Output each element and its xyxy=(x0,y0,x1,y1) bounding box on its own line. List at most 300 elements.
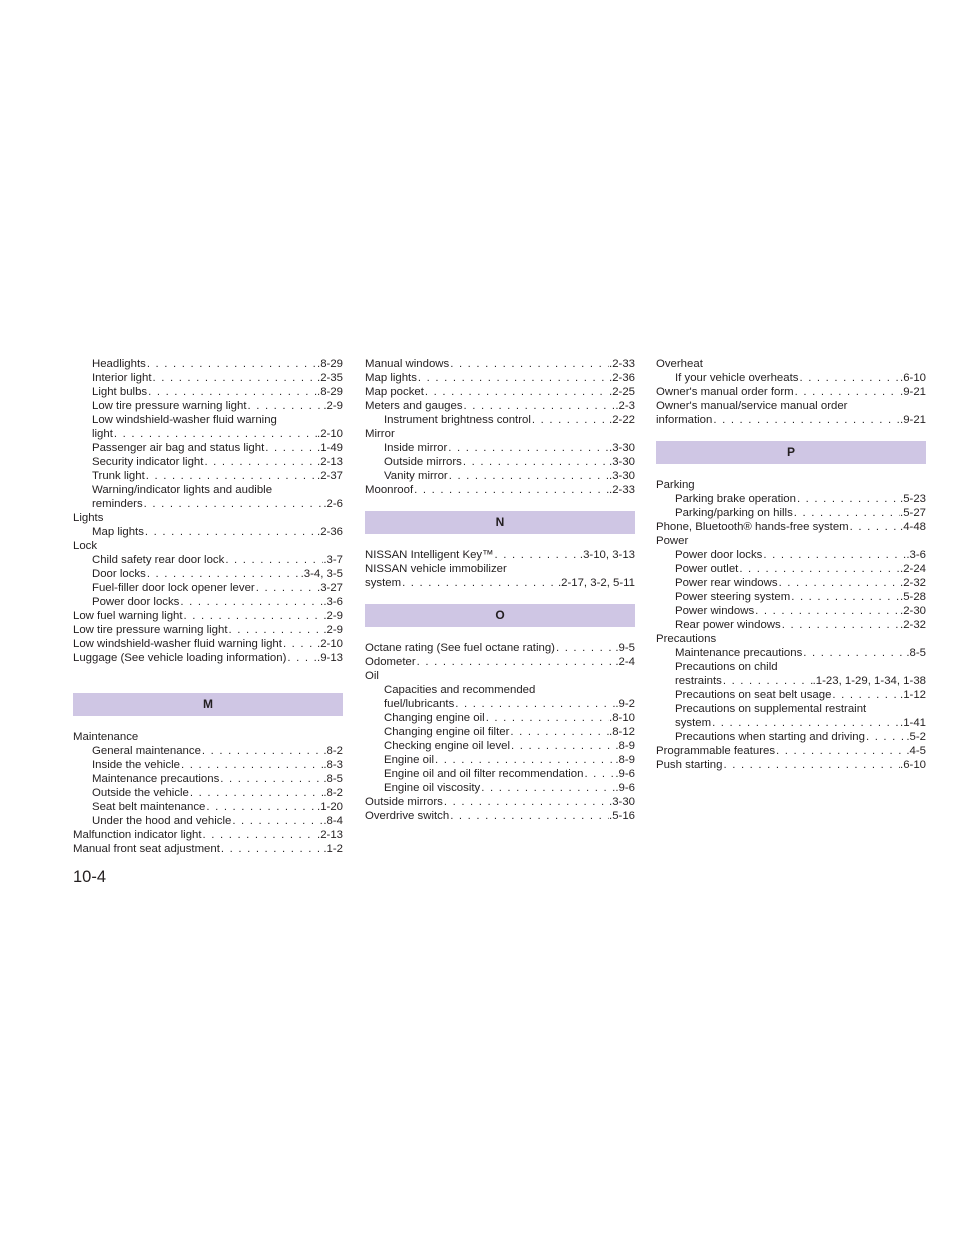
index-subentry xyxy=(365,753,635,767)
entry-page-ref: .2-35 xyxy=(317,372,343,384)
dot-leader xyxy=(282,637,317,651)
entry-text: Precautions on child xyxy=(675,661,778,673)
index-entry xyxy=(656,413,926,427)
index-subentry xyxy=(365,683,635,697)
index-subentry xyxy=(73,800,343,814)
spacer xyxy=(656,427,926,441)
entry-page-ref: .2-36 xyxy=(609,372,635,384)
entry-text: Programmable features xyxy=(656,745,776,757)
entry-page-ref: .9-21 xyxy=(900,386,926,398)
index-subentry xyxy=(73,357,343,371)
dot-leader xyxy=(583,767,615,781)
entry-text: Door locks xyxy=(92,568,146,580)
dot-leader xyxy=(722,674,813,688)
index-subentry xyxy=(656,590,926,604)
index-subentry xyxy=(656,716,926,730)
index-entry xyxy=(656,520,926,534)
index-subentry xyxy=(73,483,343,497)
dot-leader xyxy=(531,413,609,427)
index-entry xyxy=(365,809,635,823)
entry-text: Maintenance xyxy=(73,731,139,743)
entry-page-ref: .6-10 xyxy=(900,759,926,771)
entry-text: Precautions when starting and driving xyxy=(675,731,865,743)
dot-leader xyxy=(443,795,609,809)
index-subentry xyxy=(365,711,635,725)
dot-leader xyxy=(219,772,323,786)
dot-leader xyxy=(434,753,615,767)
entry-page-ref: .9-21 xyxy=(900,414,926,426)
index-subentry xyxy=(656,506,926,520)
entry-text: Engine oil viscosity xyxy=(384,782,481,794)
index-subentry xyxy=(73,814,343,828)
entry-text: Parking/parking on hills xyxy=(675,507,793,519)
entry-page-ref: .8-5 xyxy=(906,647,926,659)
section-header-n: N xyxy=(365,511,635,534)
entry-page-ref: .1-20 xyxy=(317,801,343,813)
dot-leader xyxy=(798,371,900,385)
index-subentry xyxy=(73,385,343,399)
entry-text: Outside mirrors xyxy=(365,796,443,808)
entry-text: Power xyxy=(656,535,689,547)
dot-leader xyxy=(509,725,609,739)
index-entry xyxy=(656,357,926,371)
dot-leader xyxy=(790,590,900,604)
dot-leader xyxy=(802,646,906,660)
entry-text: Inside mirror xyxy=(384,442,448,454)
index-entry xyxy=(365,669,635,683)
entry-page-ref: .9-6 xyxy=(615,782,635,794)
dot-leader xyxy=(738,562,900,576)
dot-leader xyxy=(712,413,900,427)
index-subentry xyxy=(656,646,926,660)
entry-text: General maintenance xyxy=(92,745,201,757)
entry-text: system xyxy=(675,717,712,729)
index-subentry xyxy=(365,739,635,753)
entry-text: Child safety rear door lock xyxy=(92,554,225,566)
entry-page-ref: .2-10 xyxy=(317,428,343,440)
index-entry xyxy=(73,651,343,665)
entry-text: Power windows xyxy=(675,605,755,617)
entry-text: Under the hood and vehicle xyxy=(92,815,232,827)
spacer xyxy=(73,665,343,679)
entry-text: light xyxy=(92,428,113,440)
entry-text: Overdrive switch xyxy=(365,810,450,822)
entry-page-ref: .3-10, 3-13 xyxy=(579,549,635,561)
entry-page-ref: .5-28 xyxy=(900,591,926,603)
entry-text: Manual front seat adjustment xyxy=(73,843,220,855)
entry-text: Manual windows xyxy=(365,358,450,370)
entry-text: Warning/indicator lights and audible xyxy=(92,484,273,496)
entry-text: reminders xyxy=(92,498,143,510)
dot-leader xyxy=(231,814,323,828)
dot-leader xyxy=(778,576,900,590)
entry-text: Vanity mirror xyxy=(384,470,448,482)
index-subentry xyxy=(365,413,635,427)
index-subentry xyxy=(73,441,343,455)
index-subentry xyxy=(365,441,635,455)
entry-text: Low windshield-washer fluid warning light xyxy=(73,638,282,650)
index-entry xyxy=(365,795,635,809)
entry-page-ref: .9-2 xyxy=(615,698,635,710)
entry-page-ref: .3-7 xyxy=(323,554,343,566)
entry-text: Push starting xyxy=(656,759,723,771)
dot-leader xyxy=(865,730,906,744)
dot-leader xyxy=(510,739,615,753)
dot-leader xyxy=(762,548,906,562)
entry-text: Changing engine oil filter xyxy=(384,726,510,738)
index-subentry xyxy=(656,618,926,632)
dot-leader xyxy=(146,567,301,581)
entry-page-ref: .6-10 xyxy=(900,372,926,384)
entry-text: Parking brake operation xyxy=(675,493,796,505)
index-subentry xyxy=(656,492,926,506)
dot-leader xyxy=(147,385,317,399)
index-entry xyxy=(656,632,926,646)
entry-page-ref: .2-32 xyxy=(900,577,926,589)
page-number: 10-4 xyxy=(73,868,107,886)
index-entry xyxy=(656,534,926,548)
index-subentry xyxy=(656,660,926,674)
entry-page-ref: .3-30 xyxy=(609,470,635,482)
entry-text: Map pocket xyxy=(365,386,424,398)
entry-text: Maintenance precautions xyxy=(675,647,803,659)
index-subentry xyxy=(656,562,926,576)
entry-text: Phone, Bluetooth® hands-free system xyxy=(656,521,849,533)
index-entry xyxy=(365,371,635,385)
entry-page-ref: .8-29 xyxy=(317,358,343,370)
entry-text: Headlights xyxy=(92,358,146,370)
entry-text: Odometer xyxy=(365,656,416,668)
dot-leader xyxy=(113,427,317,441)
index-subentry xyxy=(365,767,635,781)
index-subentry xyxy=(73,772,343,786)
entry-text: Power outlet xyxy=(675,563,739,575)
entry-text: Changing engine oil xyxy=(384,712,485,724)
entry-text: Instrument brightness control xyxy=(384,414,531,426)
dot-leader xyxy=(183,609,324,623)
dot-leader xyxy=(462,455,609,469)
dot-leader xyxy=(775,744,906,758)
dot-leader xyxy=(145,469,317,483)
entry-page-ref: .2-4 xyxy=(615,656,635,668)
spacer xyxy=(73,679,343,693)
entry-text: Low fuel warning light xyxy=(73,610,183,622)
dot-leader xyxy=(146,357,317,371)
entry-text: Oil xyxy=(365,670,379,682)
entry-text: Passenger air bag and status light xyxy=(92,442,265,454)
index-entry xyxy=(365,548,635,562)
index-entry xyxy=(365,641,635,655)
dot-leader xyxy=(143,497,324,511)
dot-leader xyxy=(494,548,580,562)
dot-leader xyxy=(417,371,609,385)
entry-page-ref: .8-9 xyxy=(615,754,635,766)
spacer xyxy=(365,627,635,641)
index-subentry xyxy=(656,371,926,385)
dot-leader xyxy=(416,655,616,669)
entry-page-ref: .5-2 xyxy=(906,731,926,743)
dot-leader xyxy=(202,828,318,842)
entry-page-ref: .2-9 xyxy=(323,610,343,622)
dot-leader xyxy=(179,595,323,609)
dot-leader xyxy=(448,469,609,483)
dot-leader xyxy=(286,651,317,665)
entry-text: information xyxy=(656,414,713,426)
entry-text: Power door locks xyxy=(92,596,180,608)
index-entry xyxy=(365,483,635,497)
index-entry xyxy=(73,842,343,856)
dot-leader xyxy=(449,809,609,823)
entry-page-ref: .8-10 xyxy=(609,712,635,724)
entry-page-ref: .9-13 xyxy=(317,652,343,664)
dot-leader xyxy=(144,525,317,539)
entry-page-ref: .8-4 xyxy=(323,815,343,827)
index-subentry xyxy=(73,399,343,413)
entry-text: Map lights xyxy=(365,372,417,384)
entry-text: Moonroof xyxy=(365,484,414,496)
entry-text: Owner's manual/service manual order xyxy=(656,400,848,412)
index-subentry xyxy=(656,702,926,716)
entry-page-ref: .2-3 xyxy=(615,400,635,412)
section-header-o: O xyxy=(365,604,635,627)
entry-text: Fuel-filler door lock opener lever xyxy=(92,582,255,594)
index-subentry xyxy=(365,725,635,739)
dot-leader xyxy=(220,842,323,856)
entry-page-ref: .2-36 xyxy=(317,526,343,538)
index-entry xyxy=(656,478,926,492)
entry-page-ref: .8-2 xyxy=(323,745,343,757)
entry-page-ref: .1-23, 1-29, 1-34, 1-38 xyxy=(812,675,926,687)
index-entry xyxy=(73,623,343,637)
section-header-m: M xyxy=(73,693,343,716)
entry-text: Capacities and recommended xyxy=(384,684,536,696)
entry-text: Checking engine oil level xyxy=(384,740,511,752)
dot-leader xyxy=(480,781,615,795)
dot-leader xyxy=(224,553,323,567)
entry-text: Precautions xyxy=(656,633,717,645)
entry-text: Outside the vehicle xyxy=(92,787,189,799)
entry-text: Light bulbs xyxy=(92,386,148,398)
entry-page-ref: .3-27 xyxy=(317,582,343,594)
entry-text: Parking xyxy=(656,479,695,491)
index-subentry xyxy=(73,497,343,511)
entry-page-ref: .5-16 xyxy=(609,810,635,822)
entry-page-ref: .8-5 xyxy=(323,773,343,785)
dot-leader xyxy=(454,697,615,711)
dot-leader xyxy=(413,483,609,497)
entry-text: fuel/lubricants xyxy=(384,698,455,710)
index-entry xyxy=(365,385,635,399)
entry-page-ref: .1-2 xyxy=(323,843,343,855)
dot-leader xyxy=(424,385,609,399)
entry-page-ref: .2-6 xyxy=(323,498,343,510)
entry-page-ref: .2-13 xyxy=(317,456,343,468)
dot-leader xyxy=(189,786,323,800)
entry-text: NISSAN Intelligent Key™ xyxy=(365,549,494,561)
dot-leader xyxy=(485,711,609,725)
entry-page-ref: .2-30 xyxy=(900,605,926,617)
entry-page-ref: .2-9 xyxy=(323,400,343,412)
index-entry xyxy=(656,758,926,772)
index-subentry xyxy=(656,548,926,562)
entry-page-ref: .3-6 xyxy=(906,549,926,561)
dot-leader xyxy=(152,371,318,385)
dot-leader xyxy=(794,385,900,399)
entry-text: Mirror xyxy=(365,428,395,440)
dot-leader xyxy=(264,441,317,455)
entry-text: Precautions on seat belt usage xyxy=(675,689,832,701)
entry-page-ref: .9-6 xyxy=(615,768,635,780)
index-subentry xyxy=(73,744,343,758)
spacer xyxy=(365,534,635,548)
index-entry xyxy=(365,399,635,413)
entry-page-ref: .3-30 xyxy=(609,456,635,468)
entry-text: Security indicator light xyxy=(92,456,204,468)
index-entry xyxy=(365,655,635,669)
entry-page-ref: .3-4, 3-5 xyxy=(300,568,343,580)
entry-text: Seat belt maintenance xyxy=(92,801,206,813)
index-entry xyxy=(656,744,926,758)
index-subentry xyxy=(73,455,343,469)
dot-leader xyxy=(796,492,900,506)
index-subentry xyxy=(73,758,343,772)
index-column-1 xyxy=(73,357,343,856)
entry-page-ref: .9-5 xyxy=(615,642,635,654)
index-entry xyxy=(365,562,635,576)
index-column-2 xyxy=(365,357,635,823)
entry-text: Engine oil and oil filter recommendation xyxy=(384,768,584,780)
entry-page-ref: .2-33 xyxy=(609,484,635,496)
entry-text: Outside mirrors xyxy=(384,456,462,468)
dot-leader xyxy=(447,441,609,455)
entry-page-ref: .4-5 xyxy=(906,745,926,757)
entry-text: Lights xyxy=(73,512,104,524)
entry-text: Rear power windows xyxy=(675,619,781,631)
entry-page-ref: .1-49 xyxy=(317,442,343,454)
entry-page-ref: .8-12 xyxy=(609,726,635,738)
dot-leader xyxy=(722,758,900,772)
entry-text: Trunk light xyxy=(92,470,145,482)
dot-leader xyxy=(754,604,900,618)
index-column-3 xyxy=(656,357,926,772)
dot-leader xyxy=(831,688,900,702)
index-subentry xyxy=(365,455,635,469)
entry-page-ref: .4-48 xyxy=(900,521,926,533)
entry-page-ref: .2-33 xyxy=(609,358,635,370)
index-entry xyxy=(73,828,343,842)
dot-leader xyxy=(463,399,616,413)
entry-page-ref: .3-30 xyxy=(609,442,635,454)
index-subentry xyxy=(656,604,926,618)
index-subentry xyxy=(73,553,343,567)
entry-page-ref: .2-17, 3-2, 5-11 xyxy=(557,577,635,589)
entry-text: Maintenance precautions xyxy=(92,773,220,785)
entry-page-ref: .3-30 xyxy=(609,796,635,808)
entry-text: Low tire pressure warning light xyxy=(92,400,247,412)
entry-text: Overheat xyxy=(656,358,703,370)
entry-text: Precautions on supplemental restraint xyxy=(675,703,867,715)
dot-leader xyxy=(555,641,615,655)
index-entry xyxy=(73,730,343,744)
entry-page-ref: .2-37 xyxy=(317,470,343,482)
dot-leader xyxy=(711,716,900,730)
entry-text: NISSAN vehicle immobilizer xyxy=(365,563,507,575)
index-entry xyxy=(365,576,635,590)
entry-text: Lock xyxy=(73,540,98,552)
section-header-p: P xyxy=(656,441,926,464)
entry-text: Low windshield-washer fluid warning xyxy=(92,414,277,426)
dot-leader xyxy=(255,581,317,595)
index-subentry xyxy=(73,567,343,581)
dot-leader xyxy=(401,576,558,590)
index-entry xyxy=(656,399,926,413)
spacer xyxy=(73,716,343,730)
entry-text: Power steering system xyxy=(675,591,791,603)
entry-text: Owner's manual order form xyxy=(656,386,794,398)
index-subentry xyxy=(73,469,343,483)
dot-leader xyxy=(781,618,900,632)
entry-text: If your vehicle overheats xyxy=(675,372,799,384)
dot-leader xyxy=(201,744,323,758)
index-entry xyxy=(656,385,926,399)
spacer xyxy=(656,464,926,478)
dot-leader xyxy=(449,357,609,371)
dot-leader xyxy=(793,506,900,520)
spacer xyxy=(365,590,635,604)
index-subentry xyxy=(656,688,926,702)
index-entry xyxy=(365,427,635,441)
entry-page-ref: .2-22 xyxy=(609,414,635,426)
index-entry xyxy=(73,539,343,553)
entry-text: Low tire pressure warning light xyxy=(73,624,228,636)
dot-leader xyxy=(246,399,323,413)
entry-page-ref: .2-10 xyxy=(317,638,343,650)
entry-text: Power rear windows xyxy=(675,577,778,589)
entry-text: Interior light xyxy=(92,372,152,384)
index-entry xyxy=(73,609,343,623)
entry-page-ref: .5-23 xyxy=(900,493,926,505)
entry-text: Luggage (See vehicle loading information) xyxy=(73,652,287,664)
entry-page-ref: .8-2 xyxy=(323,787,343,799)
index-subentry xyxy=(365,469,635,483)
entry-page-ref: .8-3 xyxy=(323,759,343,771)
dot-leader xyxy=(205,800,317,814)
index-entry xyxy=(73,637,343,651)
entry-page-ref: .2-24 xyxy=(900,563,926,575)
index-subentry xyxy=(73,525,343,539)
entry-page-ref: .2-32 xyxy=(900,619,926,631)
spacer xyxy=(365,497,635,511)
entry-text: Power door locks xyxy=(675,549,763,561)
index-subentry xyxy=(656,730,926,744)
index-entry xyxy=(73,511,343,525)
index-subentry xyxy=(656,674,926,688)
entry-text: restraints xyxy=(675,675,722,687)
entry-page-ref: .8-29 xyxy=(317,386,343,398)
entry-text: Meters and gauges xyxy=(365,400,463,412)
entry-text: Inside the vehicle xyxy=(92,759,181,771)
entry-page-ref: .3-6 xyxy=(323,596,343,608)
entry-text: Malfunction indicator light xyxy=(73,829,202,841)
index-subentry xyxy=(73,581,343,595)
index-subentry xyxy=(365,781,635,795)
index-subentry xyxy=(73,595,343,609)
index-subentry xyxy=(656,576,926,590)
entry-page-ref: .1-41 xyxy=(900,717,926,729)
index-subentry xyxy=(73,786,343,800)
dot-leader xyxy=(849,520,900,534)
dot-leader xyxy=(180,758,323,772)
